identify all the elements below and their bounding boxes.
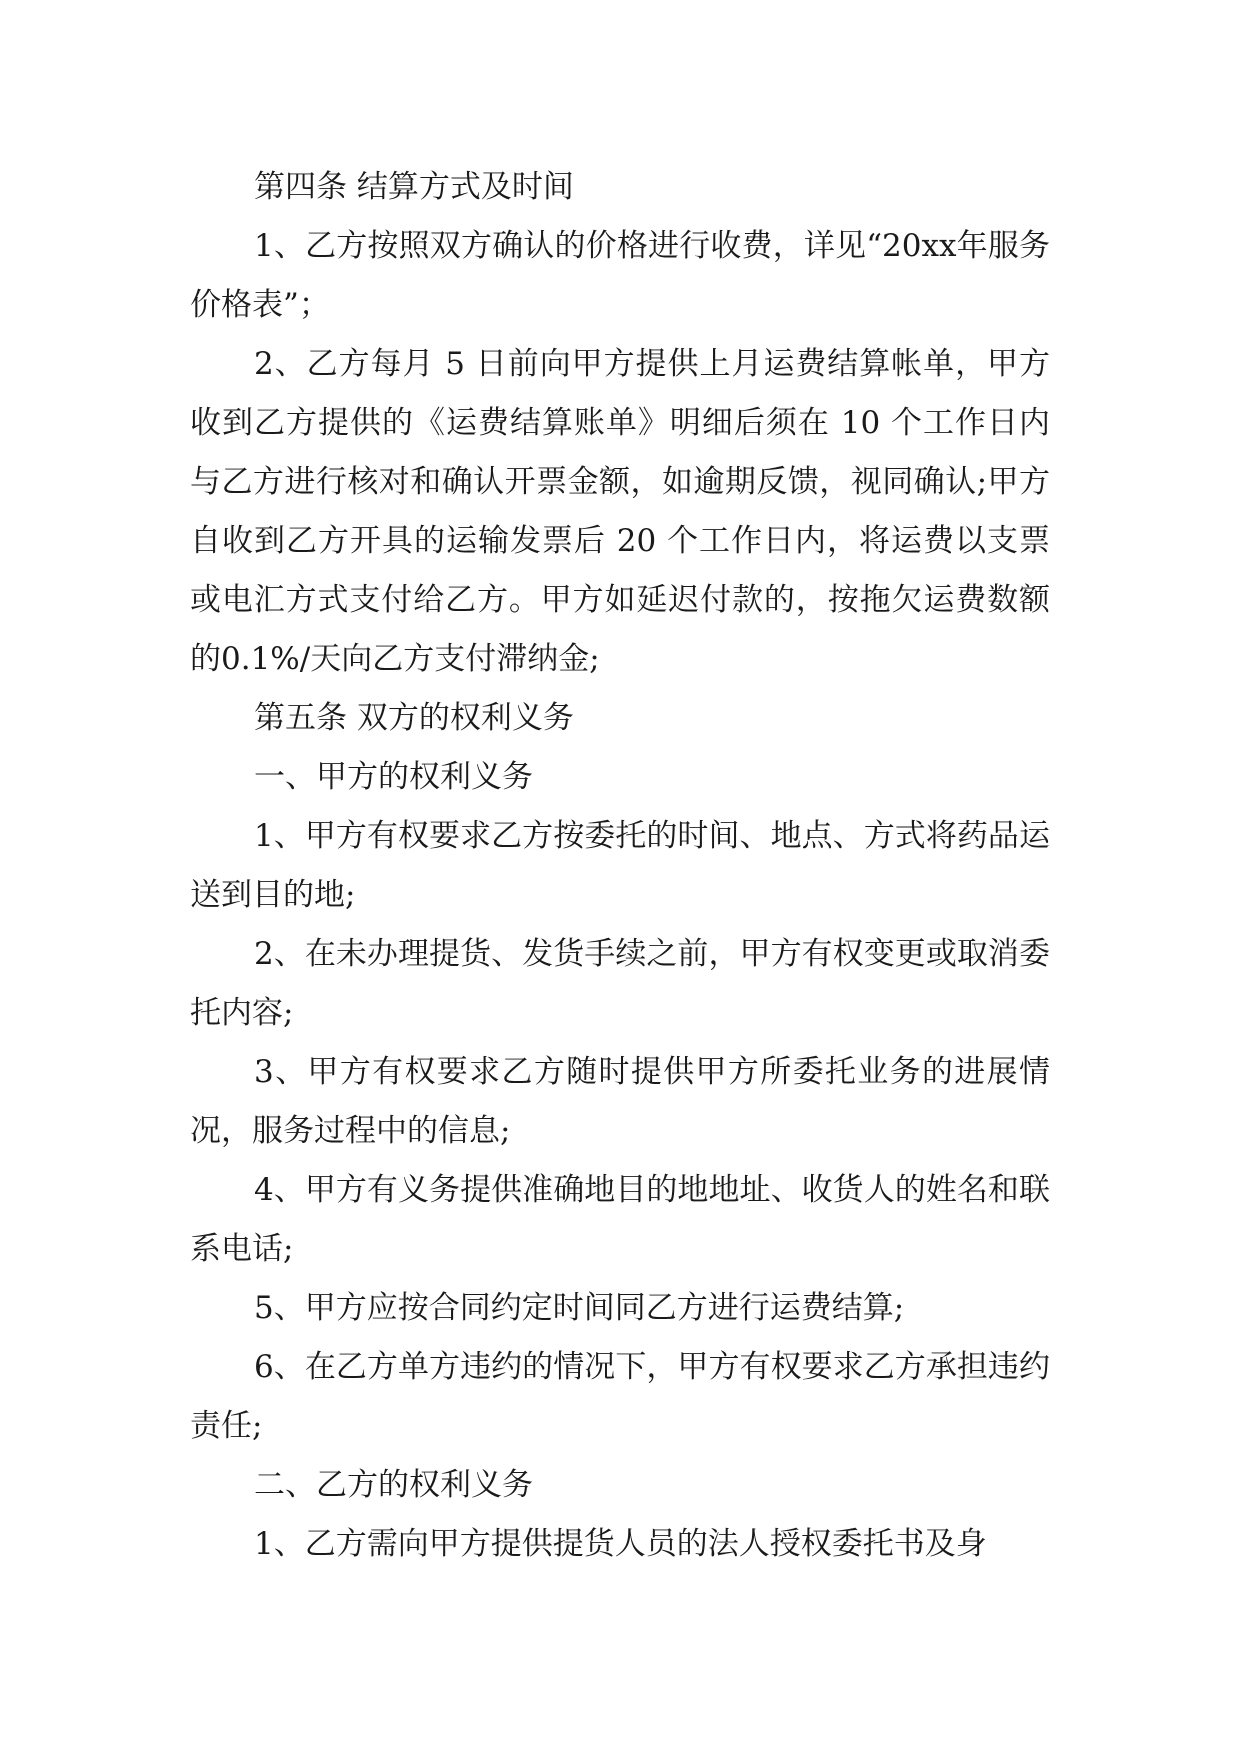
document-body <box>190 158 1050 1574</box>
party-b-clause-1: 1、乙方需向甲方提供提货人员的法人授权委托书及身 <box>254 1526 987 1562</box>
article-5-heading: 第五条 双方的权利义务 <box>254 700 574 736</box>
party-a-clause-2: 2、在未办理提货、发货手续之前，甲方有权变更或取消委托内容; <box>190 936 1050 1031</box>
article-4-heading: 第四条 结算方式及时间 <box>254 169 574 205</box>
party-a-section-heading: 一、甲方的权利义务 <box>254 759 533 795</box>
party-a-clause-1: 1、甲方有权要求乙方按委托的时间、地点、方式将药品运送到目的地; <box>190 818 1050 913</box>
party-a-clause-4: 4、甲方有义务提供准确地目的地地址、收货人的姓名和联系电话; <box>190 1172 1050 1267</box>
article-4-clause-1: 1、乙方按照双方确认的价格进行收费，详见“20xx年服务价格表”； <box>190 228 1050 323</box>
party-a-clause-6: 6、在乙方单方违约的情况下，甲方有权要求乙方承担违约责任; <box>190 1349 1050 1444</box>
article-4-clause-2: 2、乙方每月 5 日前向甲方提供上月运费结算帐单，甲方收到乙方提供的《运费结算账单》明细后须在 10 个工作日内与乙方进行核对和确认开票金额，如逾期反馈，视同确认;甲方自收到乙方开具的运输发票后 20 个工作日内，将运费以支票或电汇方式支付给乙方。甲方如延迟付款的，按拖欠运费数额的0.1%/天向乙方支付滞纳金; <box>190 346 1050 677</box>
party-a-clause-5: 5、甲方应按合同约定时间同乙方进行运费结算; <box>254 1290 905 1326</box>
party-a-clause-3: 3、甲方有权要求乙方随时提供甲方所委托业务的进展情况，服务过程中的信息; <box>190 1054 1050 1149</box>
party-b-section-heading: 二、乙方的权利义务 <box>254 1467 533 1503</box>
